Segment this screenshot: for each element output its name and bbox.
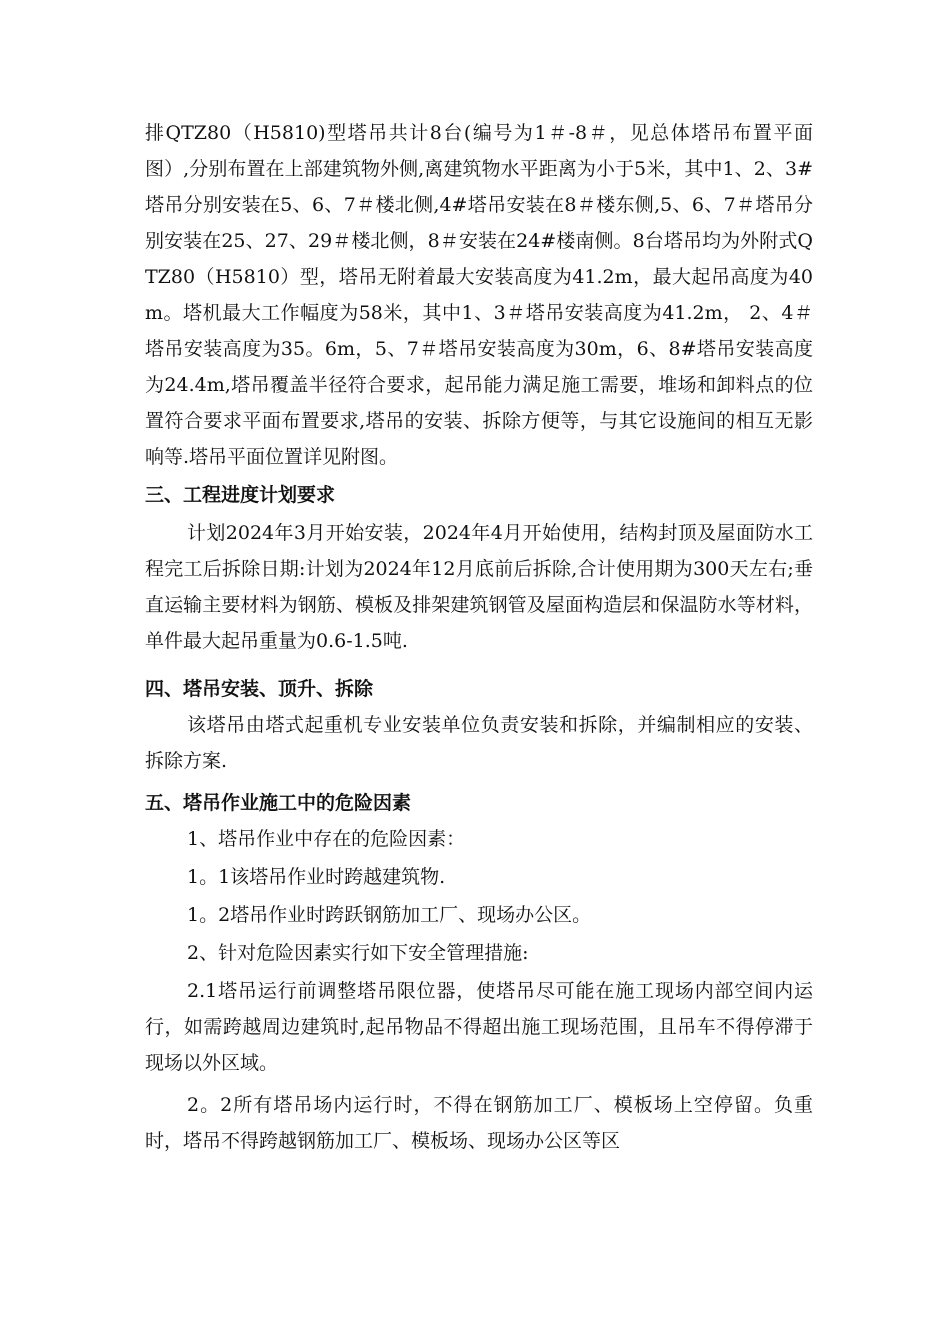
paragraph-hazards-intro: 1、塔吊作业中存在的危险因素： <box>187 828 466 850</box>
paragraph-measures-intro: 2、针对危险因素实行如下安全管理措施: <box>187 942 529 964</box>
section-heading-installation: 四、塔吊安装、顶升、拆除 <box>145 678 374 700</box>
paragraph-measure-2-2: 2。2所有塔吊场内运行时，不得在钢筋加工厂、模板场上空停留。负重时，塔吊不得跨越钢筋加工厂、模板场、现场办公区等区 <box>145 1094 813 1152</box>
document-body <box>145 115 813 1159</box>
section-heading-schedule: 三、工程进度计划要求 <box>145 484 336 506</box>
paragraph-hazard-1-1: 1。1该塔吊作业时跨越建筑物. <box>187 866 446 888</box>
paragraph-schedule: 计划2024年3月开始安装，2024年4月开始使用，结构封顶及屋面防水工程完工后拆除日期:计划为2024年12月底前后拆除,合计使用期为300天左右;垂直运输主要材料为钢筋、模板及排架建筑钢管及屋面构造层和保温防水等材料，单件最大起吊重量为0.6-1.5吨. <box>145 522 813 652</box>
paragraph-tower-crane-layout: 排QTZ80（H5810)型塔吊共计8台(编号为1＃-8＃，见总体塔吊布置平面图）,分别布置在上部建筑物外侧,离建筑物水平距离为小于5米，其中1、2、3#塔吊分别安装在5、6、7＃楼北侧,4#塔吊安装在8＃楼东侧,5、6、7＃塔吊分别安装在25、27、29＃楼北侧，8＃安装在24#楼南侧。8台塔吊均为外附式QTZ80（H5810）型，塔吊无附着最大安装高度为41.2m，最大起吊高度为40 m。塔机最大工作幅度为58米，其中1、3＃塔吊安装高度为41.2m， 2、4＃塔吊安装高度为35。6m，5、7＃塔吊安装高度为30m，6、8#塔吊安装高度为24.4m,塔吊覆盖半径符合要求，起吊能力满足施工需要，堆场和卸料点的位置符合要求平面布置要求,塔吊的安装、拆除方便等，与其它设施间的相互无影响等.塔吊平面位置详见附图。 <box>145 122 813 468</box>
paragraph-installation: 该塔吊由塔式起重机专业安装单位负责安装和拆除，并编制相应的安装、拆除方案. <box>145 714 813 772</box>
paragraph-hazard-1-2: 1。2塔吊作业时跨跃钢筋加工厂、现场办公区。 <box>187 904 592 926</box>
section-heading-hazards: 五、塔吊作业施工中的危险因素 <box>145 792 412 814</box>
paragraph-measure-2-1: 2.1塔吊运行前调整塔吊限位器，使塔吊尽可能在施工现场内部空间内运行，如需跨越周边建筑时,起吊物品不得超出施工现场范围，且吊车不得停滞于现场以外区域。 <box>145 980 813 1074</box>
